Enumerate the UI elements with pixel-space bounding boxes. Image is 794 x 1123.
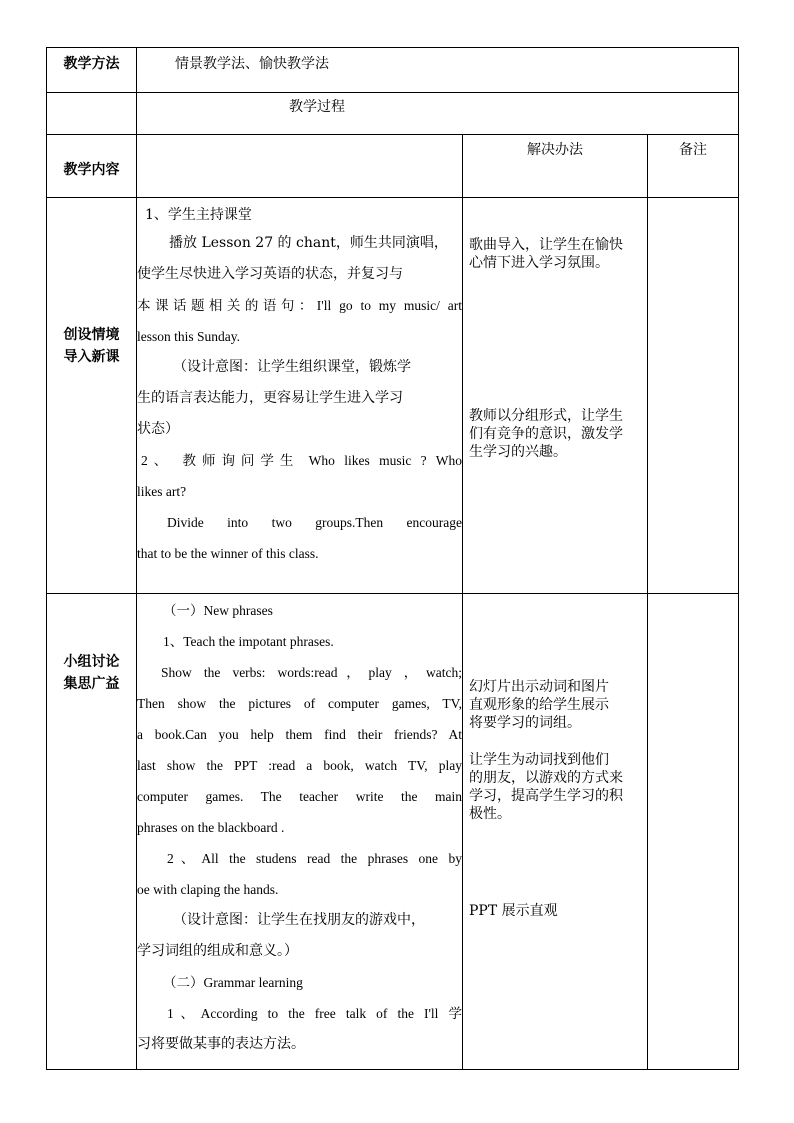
solution-header-cell (463, 135, 648, 198)
intro-label-line2: 导入新课 (63, 349, 120, 365)
content-header-empty-cell (137, 135, 463, 198)
group-line: （二）Grammar learning (163, 975, 303, 990)
solution-line: 极性。 (469, 806, 511, 822)
content-label: 教学内容 (63, 162, 120, 178)
intro-solution-1 (463, 198, 647, 272)
group-solution-3 (463, 823, 647, 920)
group-solution-cell (463, 594, 648, 1070)
method-label-cell (47, 48, 137, 93)
group-line: 习将要做某事的表达方法。 (137, 1036, 305, 1052)
intro-line: lesson this Sunday. (137, 329, 241, 344)
solution-line: 的朋友，以游戏的方式来 (469, 770, 623, 786)
solution-line: PPT 展示直观 (469, 903, 558, 919)
solution-line: 歌曲导入，让学生在愉快 (469, 237, 623, 253)
intro-line: likes art? (137, 484, 187, 499)
group-line: （一）New phrases (163, 603, 273, 618)
header-row (47, 135, 739, 198)
solution-line: 让学生为动词找到他们 (469, 752, 609, 768)
intro-row (47, 198, 739, 594)
solution-header: 解决办法 (527, 142, 583, 158)
intro-line: 2、 教师询问学生 Who likes music ? Who (141, 453, 462, 468)
group-solution-1 (463, 594, 647, 732)
intro-line: 状态） (137, 421, 179, 437)
group-line: Show the verbs: words:read，play ，watch; (161, 665, 462, 680)
group-line: phrases on the blackboard . (137, 820, 285, 835)
solution-line: 直观形象的给学生展示 (469, 697, 609, 713)
process-row (47, 93, 739, 135)
intro-label-cell (47, 198, 137, 594)
solution-line: 心情下进入学习氛围。 (469, 255, 609, 271)
method-label: 教学方法 (63, 56, 120, 72)
group-solution-2 (463, 732, 647, 823)
process-title-cell (137, 93, 739, 135)
group-line: 2、All the studens read the phrases one by (167, 851, 462, 866)
solution-line: 幻灯片出示动词和图片 (469, 679, 609, 695)
intro-line: （设计意图：让学生组织课堂，锻炼学 (173, 359, 411, 375)
intro-line: 播放 Lesson 27 的 chant，师生共同演唱， (169, 235, 448, 251)
lesson-plan-table (46, 47, 739, 1070)
group-content-cell (137, 594, 463, 1070)
intro-line: that to be the winner of this class. (137, 546, 319, 561)
group-line: 1、According to the free talk of the I'll 学 (167, 1006, 462, 1021)
group-remark-cell (648, 594, 739, 1070)
intro-line: 1、学生主持课堂 (145, 207, 252, 223)
process-title: 教学过程 (289, 99, 345, 115)
group-line: 1、Teach the impotant phrases. (163, 634, 334, 649)
solution-line: 学习，提高学生学习的积 (469, 788, 623, 804)
content-label-cell (47, 135, 137, 198)
group-line: 学习词组的组成和意义。） (137, 943, 298, 959)
method-value-cell (137, 48, 739, 93)
group-line: oe with claping the hands. (137, 882, 279, 897)
process-empty-cell (47, 93, 137, 135)
intro-solution-2 (463, 272, 647, 461)
remark-header-cell (648, 135, 739, 198)
intro-line: Divide into two groups.Then encourage (167, 515, 462, 530)
intro-line: 使学生尽快进入学习英语的状态，并复习与 (137, 266, 403, 282)
solution-line: 将要学习的词组。 (469, 715, 581, 731)
group-label-line1: 小组讨论 (63, 654, 120, 670)
group-line: a book.Can you help them find their friends? At (137, 727, 462, 742)
group-label-line2: 集思广益 (63, 676, 120, 692)
solution-line: 教师以分组形式，让学生 (469, 408, 623, 424)
group-line: Then show the pictures of computer games, TV, (137, 696, 462, 711)
group-line: last show the PPT :read a book, watch TV, play (137, 758, 462, 773)
intro-solution-cell (463, 198, 648, 594)
group-row (47, 594, 739, 1070)
solution-line: 生学习的兴趣。 (469, 444, 567, 460)
method-value: 情景教学法、愉快教学法 (175, 56, 329, 72)
intro-content-cell (137, 198, 463, 594)
intro-remark-cell (648, 198, 739, 594)
intro-line: 本课话题相关的语句：I'll go to my music/ art (137, 298, 462, 313)
group-label-cell (47, 594, 137, 1070)
intro-line: 生的语言表达能力，更容易让学生进入学习 (137, 390, 403, 406)
intro-label-line1: 创设情境 (63, 327, 120, 343)
group-line: computer games. The teacher write the main (137, 789, 462, 804)
group-line: （设计意图：让学生在找朋友的游戏中， (173, 912, 425, 928)
method-row (47, 48, 739, 93)
remark-header: 备注 (679, 142, 707, 158)
solution-line: 们有竞争的意识，激发学 (469, 426, 623, 442)
